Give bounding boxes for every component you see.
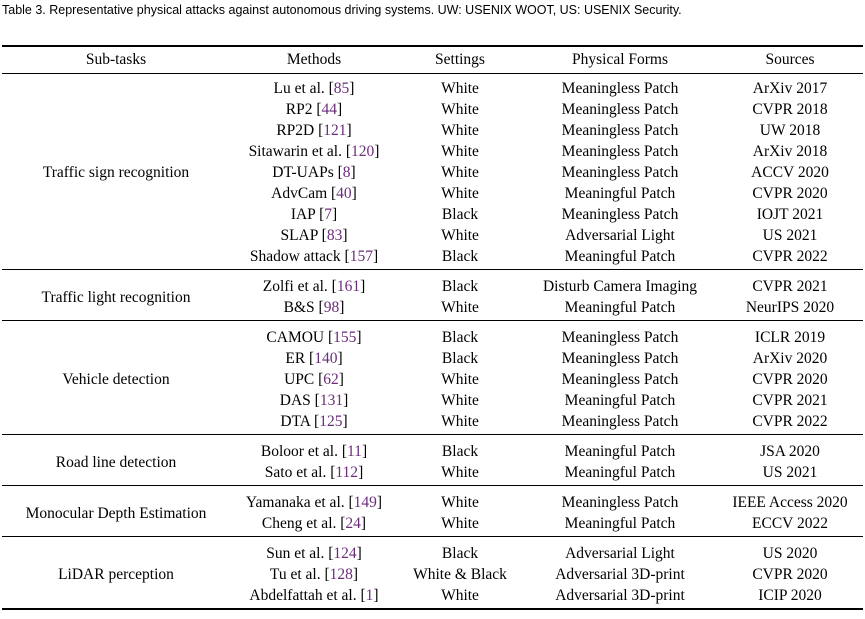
citation-bracket: [ xyxy=(344,494,354,511)
subtask-label: LiDAR perception xyxy=(58,566,174,583)
setting-cell: Black xyxy=(441,545,479,562)
physical-form-cell: Meaningless Patch xyxy=(561,350,679,367)
method-cell xyxy=(210,348,418,369)
citation-bracket: ] xyxy=(350,164,356,181)
setting-cell: Black xyxy=(441,350,479,367)
method-cell xyxy=(210,462,418,483)
citation-bracket: ] xyxy=(358,464,364,481)
citation-bracket: ] xyxy=(349,80,355,97)
citation-link[interactable]: 85 xyxy=(333,80,350,97)
physical-form-cell: Meaningless Patch xyxy=(561,329,679,346)
group-rule xyxy=(2,434,863,435)
header-forms: Physical Forms xyxy=(571,51,669,68)
method-name: ER xyxy=(285,350,306,367)
source-cell: US 2021 xyxy=(762,227,818,244)
group-rule xyxy=(2,536,863,537)
method-cell xyxy=(210,99,418,120)
method-cell xyxy=(210,390,418,411)
citation-link[interactable]: 83 xyxy=(326,227,343,244)
setting-cell: White xyxy=(441,185,479,202)
method-name: Boloor et al. xyxy=(260,443,338,460)
header-subtasks: Sub-tasks xyxy=(85,51,147,68)
source-cell: US 2020 xyxy=(762,545,818,562)
method-cell xyxy=(210,543,418,564)
method-name: Lu et al. xyxy=(273,80,325,97)
citation-bracket: ] xyxy=(337,350,343,367)
physical-form-cell: Meaningless Patch xyxy=(561,80,679,97)
method-name: Zolfi et al. xyxy=(262,278,328,295)
method-name: IAP xyxy=(290,206,316,223)
setting-cell: White xyxy=(441,587,479,604)
citation-link[interactable]: 44 xyxy=(321,101,338,118)
citation-link[interactable]: 131 xyxy=(319,392,344,409)
citation-bracket: [ xyxy=(341,143,352,160)
method-name: Sato et al. xyxy=(264,464,327,481)
group-rule xyxy=(2,320,863,321)
physical-form-cell: Adversarial Light xyxy=(565,227,675,244)
method-name: Sitawarin et al. xyxy=(248,143,342,160)
method-name: Tu et al. xyxy=(269,566,321,583)
table-row xyxy=(0,585,865,606)
source-cell: IEEE Access 2020 xyxy=(732,494,848,511)
bottom-rule xyxy=(2,608,863,610)
group-rule xyxy=(2,485,863,486)
method-name: Shadow attack xyxy=(249,248,341,265)
citation-bracket: [ xyxy=(340,248,350,265)
citation-link[interactable]: 155 xyxy=(333,329,357,346)
subtask-label: Road line detection xyxy=(55,454,177,471)
source-cell: IOJT 2021 xyxy=(756,206,824,223)
citation-bracket: [ xyxy=(327,278,337,295)
source-cell: ACCV 2020 xyxy=(751,164,829,181)
citation-bracket: [ xyxy=(327,185,337,202)
citation-link[interactable]: 124 xyxy=(333,545,357,562)
table-row xyxy=(0,183,865,204)
citation-bracket: [ xyxy=(324,80,334,97)
source-cell: US 2021 xyxy=(762,464,818,481)
method-cell xyxy=(210,183,418,204)
method-cell xyxy=(210,411,418,432)
physical-form-cell: Meaningless Patch xyxy=(561,206,679,223)
setting-cell: White xyxy=(441,464,479,481)
citation-bracket: ] xyxy=(342,413,348,430)
setting-cell: White xyxy=(441,515,479,532)
citation-bracket: [ xyxy=(333,164,343,181)
table-caption: Table 3. Representative physical attacks against autonomous driving systems. UW: USENIX WOOT, US: USENIX Security. xyxy=(2,3,682,17)
citation-bracket: ] xyxy=(372,248,379,265)
source-cell: ICIP 2020 xyxy=(758,587,822,604)
method-cell xyxy=(210,564,418,585)
method-cell xyxy=(210,225,418,246)
method-cell xyxy=(210,297,418,318)
physical-form-cell: Meaningless Patch xyxy=(561,143,679,160)
citation-bracket: ] xyxy=(342,227,348,244)
citation-bracket: ] xyxy=(361,443,368,460)
table-row xyxy=(0,543,865,564)
table-row xyxy=(0,348,865,369)
physical-form-cell: Meaningful Patch xyxy=(564,185,676,202)
citation-bracket: ] xyxy=(332,206,338,223)
citation-link[interactable]: 1 xyxy=(365,587,374,604)
header-methods: Methods xyxy=(286,51,342,68)
header-sources: Sources xyxy=(765,51,815,68)
physical-form-cell: Meaningless Patch xyxy=(561,494,679,511)
citation-bracket: ] xyxy=(343,392,349,409)
method-cell xyxy=(210,162,418,183)
physical-form-cell: Adversarial 3D-print xyxy=(555,566,685,583)
citation-bracket: [ xyxy=(326,464,336,481)
method-name: AdvCam xyxy=(271,185,328,202)
source-cell: JSA 2020 xyxy=(760,443,820,460)
method-name: B&S xyxy=(283,299,315,316)
citation-bracket: [ xyxy=(305,350,315,367)
method-name: DT-UAPs xyxy=(272,164,334,181)
table-row xyxy=(0,390,865,411)
physical-form-cell: Meaningless Patch xyxy=(561,164,679,181)
citation-bracket: ] xyxy=(337,101,343,118)
setting-cell: White xyxy=(441,371,479,388)
table-row xyxy=(0,225,865,246)
citation-bracket: ] xyxy=(356,329,362,346)
top-rule xyxy=(2,45,863,47)
citation-link[interactable]: 149 xyxy=(353,494,377,511)
method-name: DAS xyxy=(279,392,311,409)
citation-bracket: [ xyxy=(315,206,325,223)
physical-form-cell: Meaningful Patch xyxy=(564,392,676,409)
setting-cell: Black xyxy=(441,278,479,295)
citation-bracket: [ xyxy=(356,587,366,604)
citation-bracket: [ xyxy=(310,413,320,430)
citation-link[interactable]: 125 xyxy=(319,413,343,430)
citation-bracket: [ xyxy=(314,371,324,388)
method-cell xyxy=(210,276,418,297)
method-name: Cheng et al. xyxy=(261,515,337,532)
subtask-label: Vehicle detection xyxy=(62,371,170,388)
citation-bracket: ] xyxy=(360,515,367,532)
source-cell: CVPR 2020 xyxy=(752,566,828,583)
physical-form-cell: Meaningless Patch xyxy=(561,371,679,388)
setting-cell: White xyxy=(441,494,479,511)
table-row xyxy=(0,120,865,141)
physical-form-cell: Meaningless Patch xyxy=(561,101,679,118)
citation-bracket: ] xyxy=(338,371,344,388)
setting-cell: White xyxy=(441,80,479,97)
method-cell xyxy=(210,141,418,162)
citation-bracket: ] xyxy=(373,587,379,604)
method-cell xyxy=(210,369,418,390)
table-row xyxy=(0,204,865,225)
physical-form-cell: Meaningless Patch xyxy=(561,122,679,139)
citation-bracket: ] xyxy=(351,185,357,202)
setting-cell: Black xyxy=(441,329,479,346)
source-cell: ArXiv 2018 xyxy=(752,143,828,160)
citation-bracket: ] xyxy=(376,494,383,511)
group-rule xyxy=(2,269,863,270)
subtask-label: Traffic sign recognition xyxy=(42,164,190,181)
setting-cell: Black xyxy=(441,206,479,223)
citation-bracket: [ xyxy=(324,329,334,346)
citation-link[interactable]: 24 xyxy=(345,515,361,532)
source-cell: CVPR 2021 xyxy=(752,278,828,295)
physical-form-cell: Meaningful Patch xyxy=(564,515,676,532)
source-cell: ECCV 2022 xyxy=(752,515,828,532)
citation-link[interactable]: 40 xyxy=(336,185,352,202)
setting-cell: White xyxy=(441,122,479,139)
setting-cell: Black xyxy=(441,443,479,460)
citation-bracket: ] xyxy=(352,566,359,583)
setting-cell: White xyxy=(441,227,479,244)
citation-link[interactable]: 11 xyxy=(347,443,362,460)
table-row xyxy=(0,78,865,99)
citation-link[interactable]: 161 xyxy=(336,278,361,295)
method-name: CAMOU xyxy=(266,329,325,346)
subtask-label: Traffic light recognition xyxy=(41,289,191,306)
citation-bracket: [ xyxy=(310,392,320,409)
physical-form-cell: Meaningful Patch xyxy=(564,248,676,265)
method-name: DTA xyxy=(280,413,311,430)
citation-bracket: [ xyxy=(314,299,324,316)
physical-form-cell: Disturb Camera Imaging xyxy=(542,278,698,295)
source-cell: CVPR 2020 xyxy=(752,185,828,202)
setting-cell: White xyxy=(441,143,479,160)
subtask-label: Monocular Depth Estimation xyxy=(25,505,207,522)
source-cell: CVPR 2021 xyxy=(752,392,828,409)
citation-bracket: [ xyxy=(314,122,324,139)
physical-form-cell: Adversarial Light xyxy=(565,545,675,562)
method-name: SLAP xyxy=(280,227,318,244)
method-cell xyxy=(210,585,418,606)
method-cell xyxy=(210,246,418,267)
method-name: Abdelfattah et al. xyxy=(249,587,357,604)
setting-cell: White xyxy=(441,299,479,316)
header-settings: Settings xyxy=(435,51,485,68)
citation-link[interactable]: 7 xyxy=(324,206,333,223)
citation-bracket: ] xyxy=(356,545,362,562)
citation-bracket: [ xyxy=(320,566,330,583)
source-cell: ICLR 2019 xyxy=(754,329,826,346)
method-name: RP2D xyxy=(276,122,315,139)
physical-form-cell: Meaningful Patch xyxy=(564,464,676,481)
setting-cell: Black xyxy=(441,248,479,265)
method-name: Yamanaka et al. xyxy=(245,494,345,511)
method-name: Sun et al. xyxy=(266,545,325,562)
table-row xyxy=(0,411,865,432)
source-cell: CVPR 2022 xyxy=(752,248,828,265)
citation-bracket: [ xyxy=(337,443,347,460)
physical-form-cell: Adversarial 3D-print xyxy=(555,587,685,604)
source-cell: CVPR 2022 xyxy=(752,413,828,430)
citation-bracket: [ xyxy=(312,101,322,118)
source-cell: ArXiv 2020 xyxy=(752,350,828,367)
method-name: UPC xyxy=(284,371,315,388)
citation-link[interactable]: 8 xyxy=(342,164,351,181)
method-cell xyxy=(210,513,418,534)
physical-form-cell: Meaningless Patch xyxy=(561,413,679,430)
setting-cell: White & Black xyxy=(413,566,507,583)
setting-cell: White xyxy=(441,101,479,118)
physical-form-cell: Meaningful Patch xyxy=(564,443,676,460)
method-cell xyxy=(210,204,418,225)
source-cell: CVPR 2020 xyxy=(752,371,828,388)
citation-link[interactable]: 128 xyxy=(329,566,353,583)
citation-bracket: ] xyxy=(360,278,366,295)
table-row xyxy=(0,246,865,267)
method-cell xyxy=(210,492,418,513)
citation-bracket: ] xyxy=(374,143,380,160)
physical-form-cell: Meaningful Patch xyxy=(564,299,676,316)
setting-cell: White xyxy=(441,413,479,430)
citation-bracket: [ xyxy=(324,545,334,562)
setting-cell: White xyxy=(441,164,479,181)
table-row xyxy=(0,99,865,120)
citation-bracket: ] xyxy=(339,299,345,316)
citation-link[interactable]: 157 xyxy=(349,248,373,265)
setting-cell: White xyxy=(441,392,479,409)
citation-link[interactable]: 120 xyxy=(351,143,375,160)
source-cell: ArXiv 2017 xyxy=(752,80,828,97)
source-cell: NeurIPS 2020 xyxy=(745,299,835,316)
header-rule xyxy=(2,73,863,74)
header-row xyxy=(0,49,865,70)
citation-bracket: [ xyxy=(336,515,346,532)
method-cell xyxy=(210,120,418,141)
table-row xyxy=(0,141,865,162)
method-name: RP2 xyxy=(285,101,313,118)
citation-link[interactable]: 112 xyxy=(335,464,359,481)
method-cell xyxy=(210,327,418,348)
citation-link[interactable]: 98 xyxy=(323,299,340,316)
citation-bracket: [ xyxy=(317,227,327,244)
method-cell xyxy=(210,441,418,462)
source-cell: UW 2018 xyxy=(759,122,821,139)
citation-link[interactable]: 140 xyxy=(314,350,338,367)
citation-link[interactable]: 62 xyxy=(323,371,339,388)
table-row xyxy=(0,327,865,348)
source-cell: CVPR 2018 xyxy=(752,101,828,118)
citation-bracket: ] xyxy=(346,122,352,139)
citation-link[interactable]: 121 xyxy=(323,122,347,139)
method-cell xyxy=(210,78,418,99)
